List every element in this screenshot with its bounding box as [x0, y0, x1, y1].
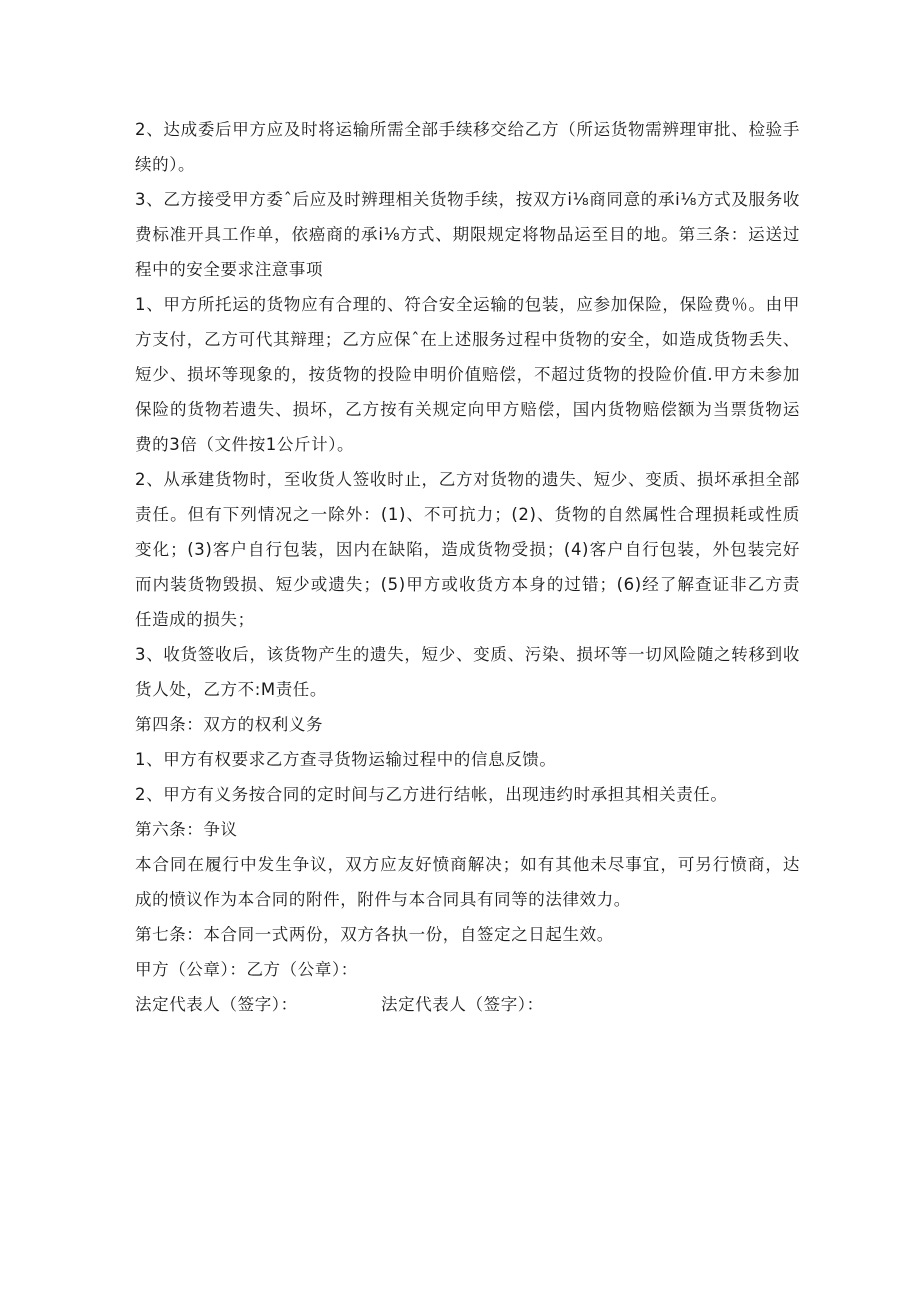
clause-3-risk-transfer: 3、收货签收后，该货物产生的遗失，短少、变质、污染、损坏等一切风险随之转移到收货人处，乙方不:M责任。: [135, 645, 800, 699]
party-a-legal-rep-signature: 法定代表人（签字）：: [135, 995, 298, 1014]
clause-2-transfer-procedures: 2、达成委后甲方应及时将运输所需全部手续移交给乙方（所运货物需辨理审批、检验手续的）。: [135, 120, 800, 174]
party-seals-line: 甲方（公章）：乙方（公章）：: [135, 960, 358, 979]
clause-2-liability-exceptions: 2、从承建货物时，至收货人签收时止，乙方对货物的遗失、短少、变质、损坏承担全部责任。但有下列情况之一除外：(1)、不可抗力；(2)、货物的自然属性合理损耗或性质变化；(3)客户自行包装，因内在缺陷，造成货物受损；(4)客户自行包装，外包装完好而内装货物毁损、短少或遗失；(5)甲方或收货方本身的过错；(6)经了解查证非乙方责任造成的损失；: [135, 470, 800, 629]
clause-1-info-feedback: 1、甲方有权要求乙方查寻货物运输过程中的信息反馈。: [135, 750, 557, 769]
contract-body: [135, 112, 800, 1022]
article-7-effectiveness: 第七条：本合同一式两份，双方各执一份，自签定之日起生效。: [135, 925, 614, 944]
article-4-heading: 第四条：双方的权利义务: [135, 715, 324, 734]
dispute-resolution: 本合同在履行中发生争议，双方应友好愤商解决；如有其他未尽事宜，可另行愤商，达成的愤议作为本合同的附件，附件与本合同具有同等的法律效力。: [135, 855, 800, 909]
article-6-heading: 第六条：争议: [135, 820, 238, 839]
clause-2-settlement: 2、甲方有义务按合同的定时间与乙方进行结帐，出现违约时承担其相关责任。: [135, 785, 728, 804]
clause-1-packaging-insurance: 1、甲方所托运的货物应有合理的、符合安全运输的包装，应参加保险，保险费％。由甲方支付，乙方可代其辩理；乙方应保ˆ在上述服务过程中货物的安全，如造成货物丢失、短少、损坏等现象的，按货物的投险申明价值赔偿，不超过货物的投险价值.甲方未参加保险的货物若遗失、损坏，乙方按有关规定向甲方赔偿，国内货物赔偿额为当票货物运费的3倍（文件按1公斤计）。: [135, 295, 800, 454]
signature-row: [135, 987, 800, 1022]
party-b-legal-rep-signature: 法定代表人（签字）：: [381, 995, 544, 1014]
clause-3-handle-procedures: 3、乙方接受甲方委ˆ后应及时辨理相关货物手续，按双方i⅛商同意的承i⅛方式及服务收费标准开具工作单，依癌商的承i⅛方式、期限规定将物品运至目的地。第三条：运送过程中的安全要求注意事项: [135, 190, 800, 279]
